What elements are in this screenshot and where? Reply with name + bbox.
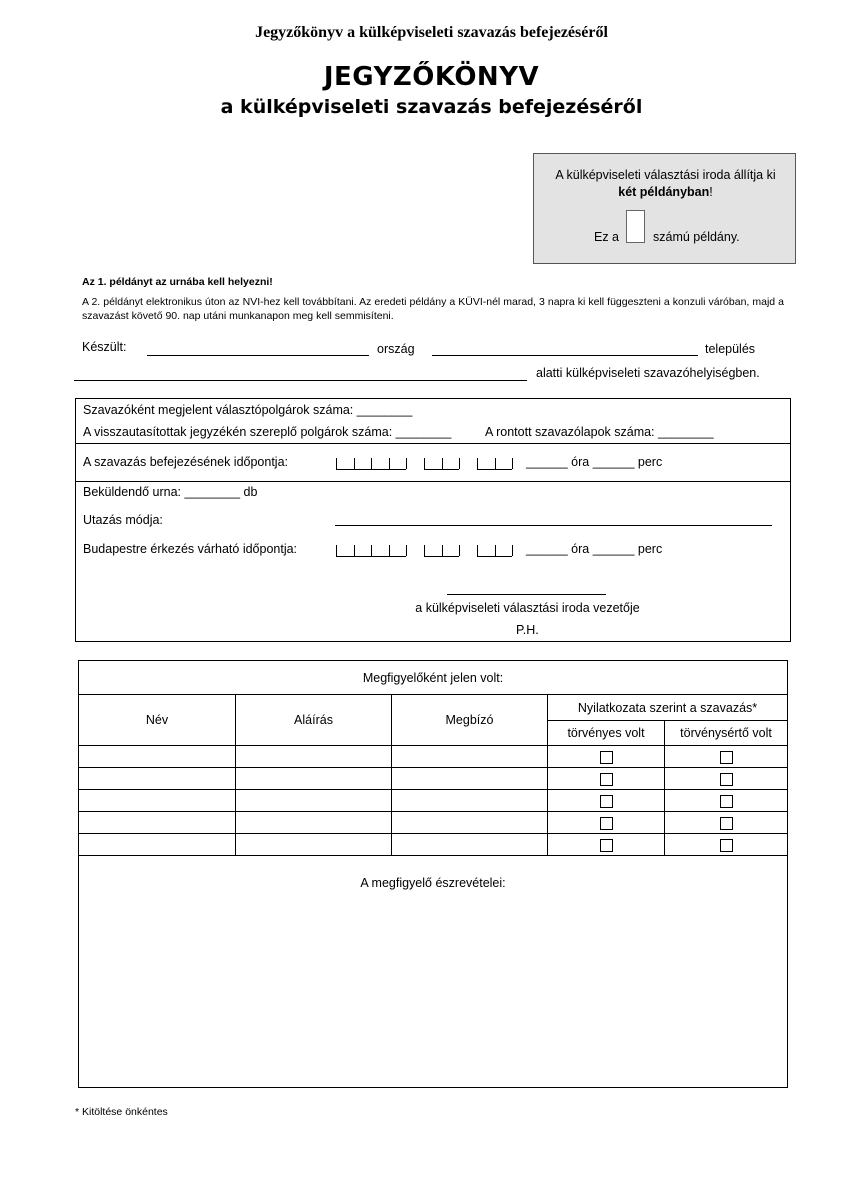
- end-time-hour-minute[interactable]: ______ óra ______ perc: [526, 455, 663, 469]
- signature-cell[interactable]: [236, 746, 392, 768]
- address-field[interactable]: [74, 380, 527, 381]
- unlawful-checkbox[interactable]: [720, 773, 733, 786]
- spoiled-ballots-count[interactable]: A rontott szavazólapok száma: ________: [485, 425, 714, 439]
- table-row: [79, 812, 788, 834]
- document-title: JEGYZŐKÖNYV: [323, 62, 540, 92]
- copy-count-bold: két példányban: [618, 185, 710, 199]
- digit-cell: [425, 545, 460, 556]
- divider: [75, 481, 791, 482]
- table-row: [79, 834, 788, 856]
- unlawful-checkbox[interactable]: [720, 751, 733, 764]
- copy-info-pre: Ez a: [594, 230, 620, 244]
- travel-mode-label: Utazás módja:: [83, 513, 163, 527]
- page-header: Jegyzőkönyv a külképviseleti szavazás befejezéséről: [255, 24, 608, 41]
- name-cell[interactable]: [79, 746, 236, 768]
- name-cell[interactable]: [79, 768, 236, 790]
- unlawful-cell[interactable]: [665, 790, 788, 812]
- table-row: [79, 790, 788, 812]
- observers-title: Megfigyelőként jelen volt:: [79, 661, 788, 695]
- lawful-cell[interactable]: [548, 746, 665, 768]
- settlement-label: település: [705, 342, 756, 356]
- copy-info-exclaim: !: [709, 185, 713, 199]
- date-digit-group[interactable]: [477, 458, 512, 470]
- name-cell[interactable]: [79, 790, 236, 812]
- document-subtitle: a külképviseleti szavazás befejezéséről: [220, 96, 643, 118]
- made-label: Készült:: [82, 340, 127, 354]
- signature-cell[interactable]: [236, 768, 392, 790]
- lawful-checkbox[interactable]: [600, 751, 613, 764]
- lawful-checkbox[interactable]: [600, 817, 613, 830]
- col-header-unlawful: törvénysértő volt: [665, 721, 788, 746]
- lawful-checkbox[interactable]: [600, 839, 613, 852]
- remarks-area[interactable]: [79, 856, 788, 1088]
- arrival-hour-minute[interactable]: ______ óra ______ perc: [526, 542, 663, 556]
- delegator-cell[interactable]: [392, 746, 548, 768]
- divider: [75, 443, 791, 444]
- polling-station-label: alatti külképviseleti szavazóhelyiségben.: [536, 366, 760, 380]
- lawful-cell[interactable]: [548, 790, 665, 812]
- lawful-checkbox[interactable]: [600, 795, 613, 808]
- signature-cell[interactable]: [236, 812, 392, 834]
- col-header-lawful: törvényes volt: [548, 721, 665, 746]
- digit-cell: [337, 545, 407, 556]
- delegator-cell[interactable]: [392, 812, 548, 834]
- name-cell[interactable]: [79, 812, 236, 834]
- digit-cell: [337, 458, 407, 469]
- signature-cell[interactable]: [236, 834, 392, 856]
- country-label: ország: [377, 342, 415, 356]
- stamp-label: P.H.: [516, 623, 539, 637]
- voters-count[interactable]: Szavazóként megjelent választópolgárok száma: ________: [83, 403, 413, 417]
- copy-info-box: [533, 153, 796, 264]
- unlawful-cell[interactable]: [665, 746, 788, 768]
- col-header-delegator: Megbízó: [392, 695, 548, 746]
- unlawful-cell[interactable]: [665, 812, 788, 834]
- delegator-cell[interactable]: [392, 834, 548, 856]
- arrival-time-label: Budapestre érkezés várható időpontja:: [83, 542, 298, 556]
- unlawful-checkbox[interactable]: [720, 839, 733, 852]
- col-header-declaration: Nyilatkozata szerint a szavazás*: [548, 695, 788, 721]
- travel-mode-field[interactable]: [335, 525, 772, 526]
- observers-table: [78, 660, 788, 1088]
- table-row: [79, 768, 788, 790]
- remarks-label: A megfigyelő észrevételei:: [360, 876, 506, 890]
- settlement-field[interactable]: [432, 355, 698, 356]
- delegator-cell[interactable]: [392, 790, 548, 812]
- date-digit-group[interactable]: [424, 545, 459, 557]
- col-header-name: Név: [79, 695, 236, 746]
- unlawful-checkbox[interactable]: [720, 795, 733, 808]
- date-digit-group[interactable]: [336, 545, 406, 557]
- urn-count[interactable]: Beküldendő urna: ________ db: [83, 485, 258, 499]
- col-header-signature: Aláírás: [236, 695, 392, 746]
- signature-cell[interactable]: [236, 790, 392, 812]
- table-row: [79, 746, 788, 768]
- instruction-bold: Az 1. példányt az urnába kell helyezni!: [82, 276, 273, 288]
- unlawful-cell[interactable]: [665, 768, 788, 790]
- office-head-label: a külképviseleti választási iroda vezetője: [415, 601, 640, 615]
- signature-line[interactable]: [447, 594, 606, 595]
- delegator-cell[interactable]: [392, 768, 548, 790]
- digit-cell: [478, 545, 513, 556]
- date-digit-group[interactable]: [424, 458, 459, 470]
- lawful-checkbox[interactable]: [600, 773, 613, 786]
- copy-number-field[interactable]: [626, 210, 645, 243]
- lawful-cell[interactable]: [548, 768, 665, 790]
- digit-cell: [478, 458, 513, 469]
- copy-info-line2: [534, 185, 797, 199]
- lawful-cell[interactable]: [548, 812, 665, 834]
- end-time-label: A szavazás befejezésének időpontja:: [83, 455, 288, 469]
- lawful-cell[interactable]: [548, 834, 665, 856]
- name-cell[interactable]: [79, 834, 236, 856]
- unlawful-cell[interactable]: [665, 834, 788, 856]
- footnote: * Kitöltése önkéntes: [75, 1106, 168, 1118]
- copy-info-post: számú példány.: [653, 230, 740, 244]
- unlawful-checkbox[interactable]: [720, 817, 733, 830]
- rejected-count[interactable]: A visszautasítottak jegyzékén szereplő polgárok száma: ________: [83, 425, 452, 439]
- digit-cell: [425, 458, 460, 469]
- date-digit-group[interactable]: [477, 545, 512, 557]
- copy-info-line1: A külképviseleti választási iroda állítja ki: [555, 168, 776, 182]
- instruction-text: A 2. példányt elektronikus úton az NVI-hez kell továbbítani. Az eredeti példány a KÜVI-nél marad, 3 napra ki kell függeszteni a konzuli váróban, majd a szavazást követő 90. nap utáni munkanapon meg kell semmisíteni.: [82, 296, 784, 322]
- date-digit-group[interactable]: [336, 458, 406, 470]
- country-field[interactable]: [147, 355, 369, 356]
